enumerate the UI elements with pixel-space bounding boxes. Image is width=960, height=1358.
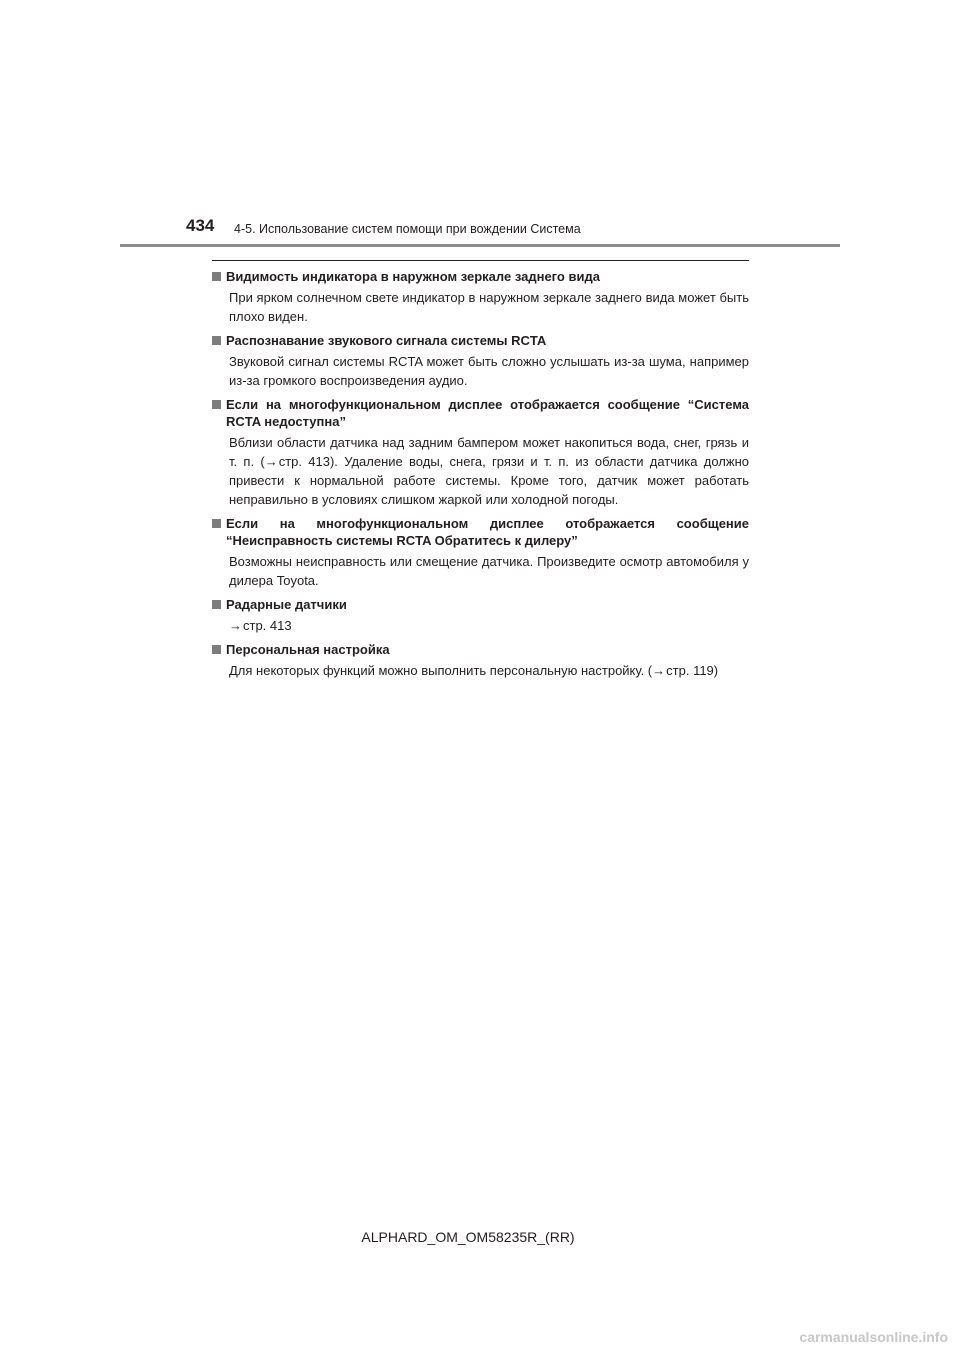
item-body: При ярком солнечном свете индикатор в наружном зеркале заднего вида может быть плохо виден.: [229, 290, 749, 324]
item-title-text: Если на многофункциональном дисплее отображается сообщение “Система RCTA недоступна”: [226, 397, 749, 429]
page-number: 434: [186, 216, 215, 235]
body-text: Для некоторых функций можно выполнить персональную настройку. (: [229, 663, 653, 678]
body-text: ): [713, 663, 719, 678]
section-title: 4-5. Использование систем помощи при вождении Система: [234, 222, 581, 236]
square-bullet-icon: [212, 272, 221, 281]
item-title: [212, 396, 749, 430]
arrow-right-icon: →: [264, 454, 278, 469]
item-title-text: Видимость индикатора в наружном зеркале заднего вида: [226, 269, 600, 284]
body-text: ). Удаление воды, снега, грязи и т. п. из области датчика должно привести к нормальной работе системы. Кроме того, датчик может работать неправильно в условиях слишком жаркой или холодной погоды.: [229, 454, 749, 507]
item-title: [212, 332, 749, 349]
page-reference[interactable]: стр. 119: [666, 663, 714, 678]
item-radar-sensors: [212, 596, 749, 635]
body-text: Вблизи области датчика над задним бампером может накопиться вода, снег, грязь и т. п. (: [229, 435, 749, 469]
item-title: [212, 641, 749, 658]
item-title-text: Персональная настройка: [226, 642, 390, 657]
square-bullet-icon: [212, 645, 221, 654]
item-title: [212, 515, 749, 549]
item-rcta-sound-recognition: [212, 332, 749, 390]
item-rcta-malfunction-message: [212, 515, 749, 590]
document-code-text: ALPHARD_OM_OM58235R_(RR): [361, 1229, 575, 1245]
item-body: [212, 616, 749, 635]
item-body: [212, 433, 749, 509]
arrow-right-icon: →: [229, 618, 242, 633]
item-title-text: Распознавание звукового сигнала системы RCTA: [226, 333, 547, 348]
item-body: [212, 661, 749, 680]
square-bullet-icon: [212, 600, 221, 609]
page-reference[interactable]: стр. 413: [243, 618, 292, 633]
square-bullet-icon: [212, 336, 221, 345]
item-mirror-indicator-visibility: [212, 268, 749, 326]
square-bullet-icon: [212, 400, 221, 409]
header-rule: [120, 244, 840, 247]
item-personal-settings: [212, 641, 749, 680]
document-code: [0, 1229, 960, 1245]
content-area: [212, 268, 749, 686]
square-bullet-icon: [212, 519, 221, 528]
item-rcta-unavailable-message: [212, 396, 749, 509]
item-title-text: Если на многофункциональном дисплее отображается сообщение “Неисправность системы RCTA Обратитесь к дилеру”: [226, 516, 749, 548]
item-title: [212, 268, 749, 285]
item-title: [212, 596, 749, 613]
page-reference[interactable]: стр. 413: [278, 454, 330, 469]
item-title-text: Радарные датчики: [226, 597, 347, 612]
item-body: Звуковой сигнал системы RCTA может быть сложно услышать из-за шума, например из-за громкого воспроизведения аудио.: [229, 354, 749, 388]
watermark: carmanualsonline.info: [799, 1329, 948, 1345]
arrow-right-icon: →: [652, 663, 666, 678]
content-top-rule: [212, 260, 749, 261]
item-body: Возможны неисправность или смещение датчика. Произведите осмотр автомобиля у дилера Toyota.: [229, 554, 749, 588]
